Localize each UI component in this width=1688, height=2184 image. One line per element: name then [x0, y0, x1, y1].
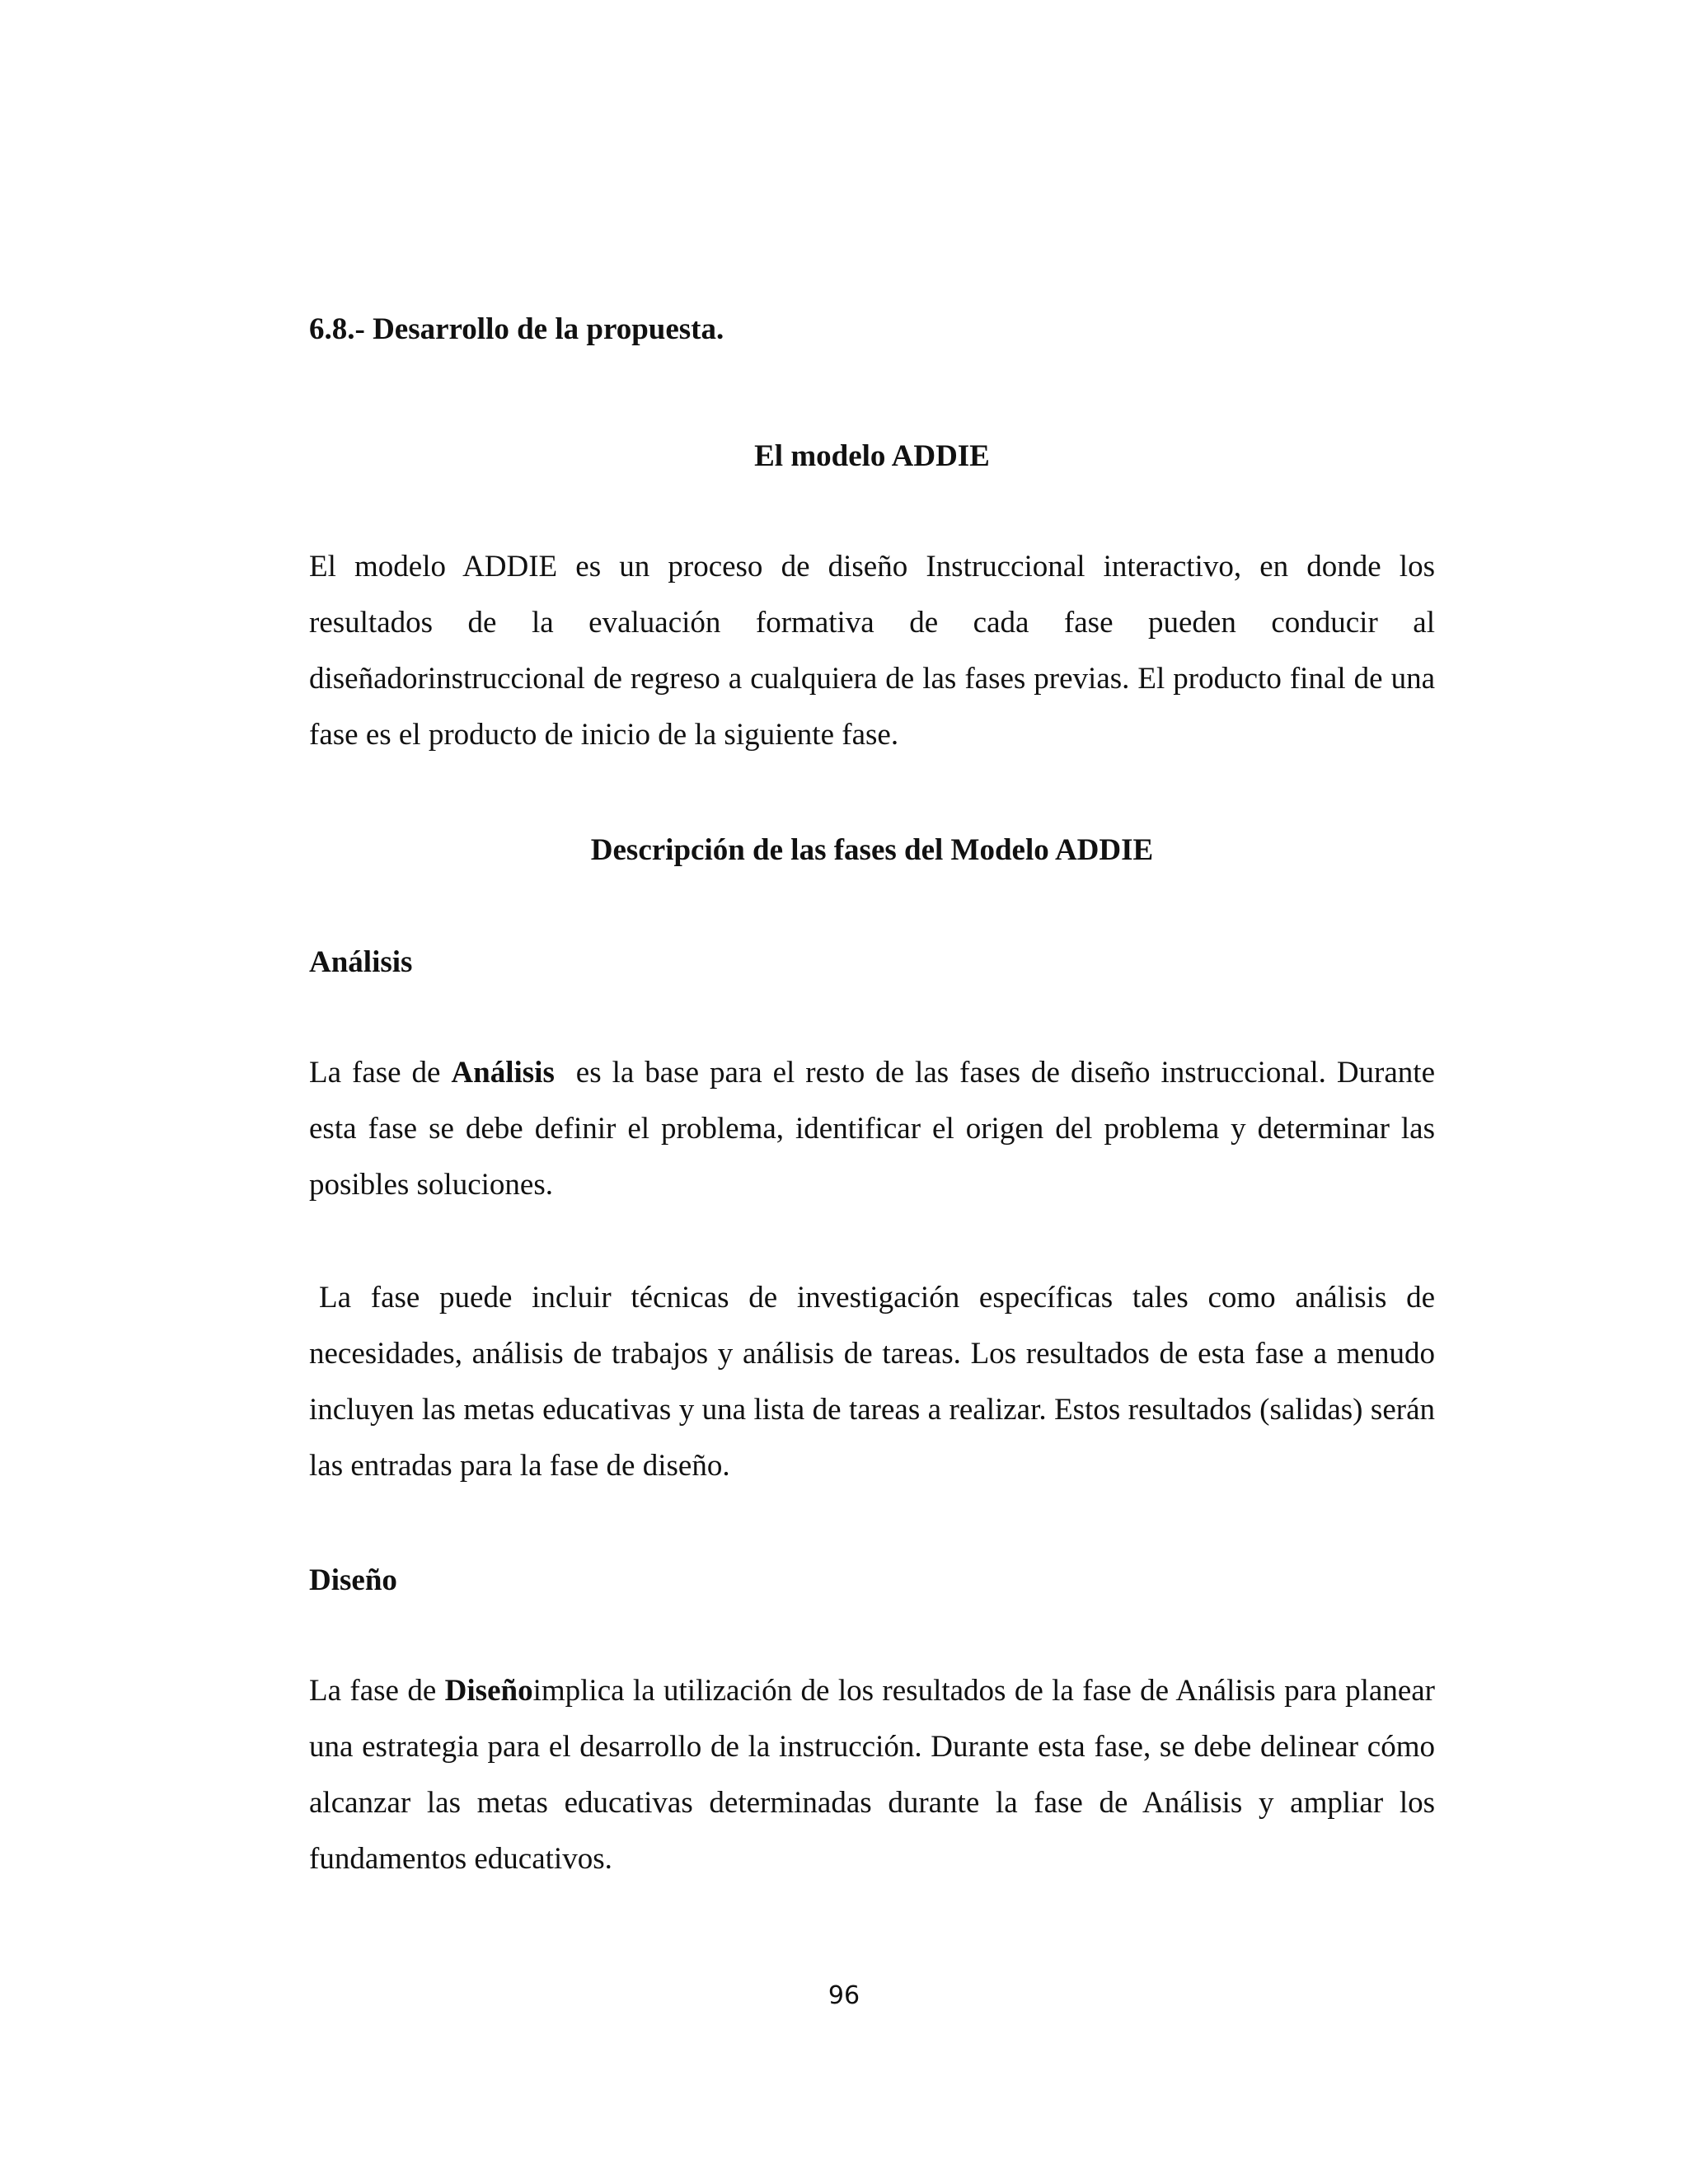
model-heading: El modelo ADDIE — [754, 439, 990, 473]
diseno-p-lead: La fase de — [309, 1674, 445, 1708]
analisis-p1-bold: Análisis — [451, 1056, 555, 1090]
diseno-p-bold: Diseño — [444, 1674, 533, 1708]
diseno-paragraph — [309, 1663, 1435, 1887]
analisis-p2-text: La fase puede incluir técnicas de investigación específicas tales como análisis de necesidades, análisis de trabajos y análisis de tareas. Los resultados de esta fase a menudo incluyen las metas educativas y una lista de tareas a realizar. Estos resultados (salidas) serán las entradas para la fase de diseño. — [309, 1281, 1435, 1483]
section-title: 6.8.- Desarrollo de la propuesta. — [309, 312, 724, 346]
analisis-paragraph-1 — [309, 1045, 1443, 1213]
diseno-heading: Diseño — [309, 1563, 397, 1597]
intro-paragraph: El modelo ADDIE es un proceso de diseño Instruccional interactivo, en donde los resultados de la evaluación formativa de cada fase pueden conducir al diseñadorinstruccional de regreso a cualquiera de las fases previas. El producto final de una fase es el producto de inicio de la siguiente fase. — [309, 550, 1435, 752]
phases-heading: Descripción de las fases del Modelo ADDIE — [590, 833, 1154, 867]
analisis-p1-rest: es la base para el resto de las fases de diseño instruccional. Durante esta fase se debe definir el problema, identificar el origen del problema y determinar las posibles soluciones. — [309, 1056, 1443, 1202]
diseno-p-rest: implica la utilización de los resultados de la fase de Análisis para planear una estrategia para el desarrollo de la instrucción. Durante esta fase, se debe delinear cómo alcanzar las metas educativas determinadas durante la fase de Análisis y ampliar los fundamentos educativos. — [309, 1674, 1436, 1876]
analisis-heading: Análisis — [309, 945, 413, 979]
analisis-paragraph-2 — [309, 1270, 1435, 1494]
analisis-p1-lead: La fase de — [309, 1056, 452, 1090]
page-number: 96 — [828, 1981, 860, 2010]
